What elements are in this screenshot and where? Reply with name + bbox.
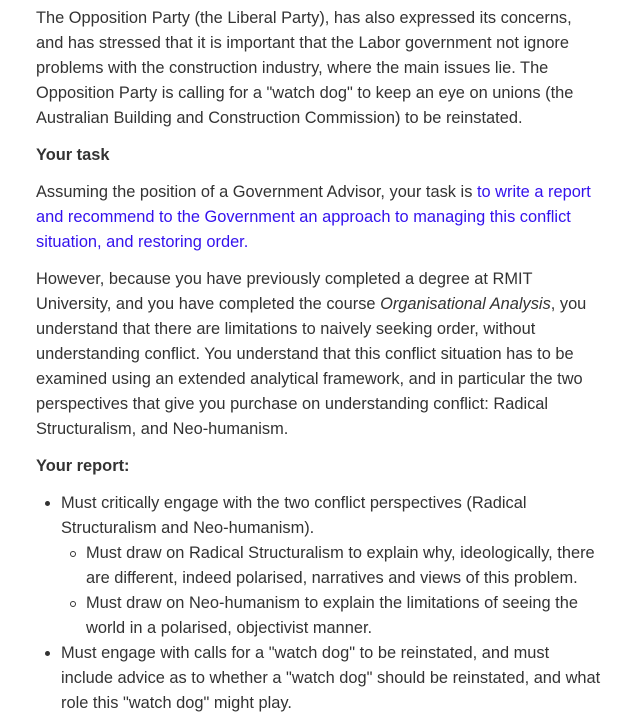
requirement-perspectives: Must critically engage with the two conflict perspectives (Radical Structuralism and Neo-humanism). <box>61 494 527 537</box>
however-end-text: , you understand that there are limitations to naively seeking order, without understanding conflict. You understand that this conflict situation has to be examined using an extended analytical framework, and in particular the two perspectives that give you purchase on understanding conflict: Radical Structuralism, and Neo-humanism. <box>36 295 587 438</box>
opposition-paragraph: The Opposition Party (the Liberal Party), has also expressed its concerns, and has stressed that it is important that the Labor government not ignore problems with the construction industry, where the main issues lie. The Opposition Party is calling for a "watch dog" to keep an eye on unions (the Australian Building and Construction Commission) to be reinstated. <box>36 9 574 127</box>
perspectives-sublist <box>61 541 603 641</box>
however-paragraph <box>36 267 603 442</box>
course-name: Organisational Analysis <box>380 295 551 313</box>
task-highlight-link[interactable]: to write a report and recommend to the Government an approach to managing this conflict situation, and restoring order. <box>36 183 591 251</box>
list-item <box>61 491 603 641</box>
requirement-neo-humanism: Must draw on Neo-humanism to explain the limitations of seeing the world in a polarised, objectivist manner. <box>86 594 578 637</box>
requirement-watch-dog: Must engage with calls for a "watch dog" to be reinstated, and must include advice as to whether a "watch dog" should be reinstated, and what role this "watch dog" might play. <box>61 644 601 712</box>
your-task-heading: Your task <box>36 146 110 164</box>
list-item <box>86 591 603 641</box>
requirement-radical-structuralism: Must draw on Radical Structuralism to explain why, ideologically, there are different, indeed polarised, narratives and views of this problem. <box>86 544 595 587</box>
task-intro-text: Assuming the position of a Government Advisor, your task is <box>36 183 477 201</box>
report-requirements-list <box>36 491 603 716</box>
task-paragraph <box>36 180 603 255</box>
however-start-text: However, because you have previously completed a degree at RMIT University, and you have completed the course <box>36 270 533 313</box>
list-item <box>86 541 603 591</box>
list-item <box>61 641 603 716</box>
your-report-heading: Your report: <box>36 457 130 475</box>
